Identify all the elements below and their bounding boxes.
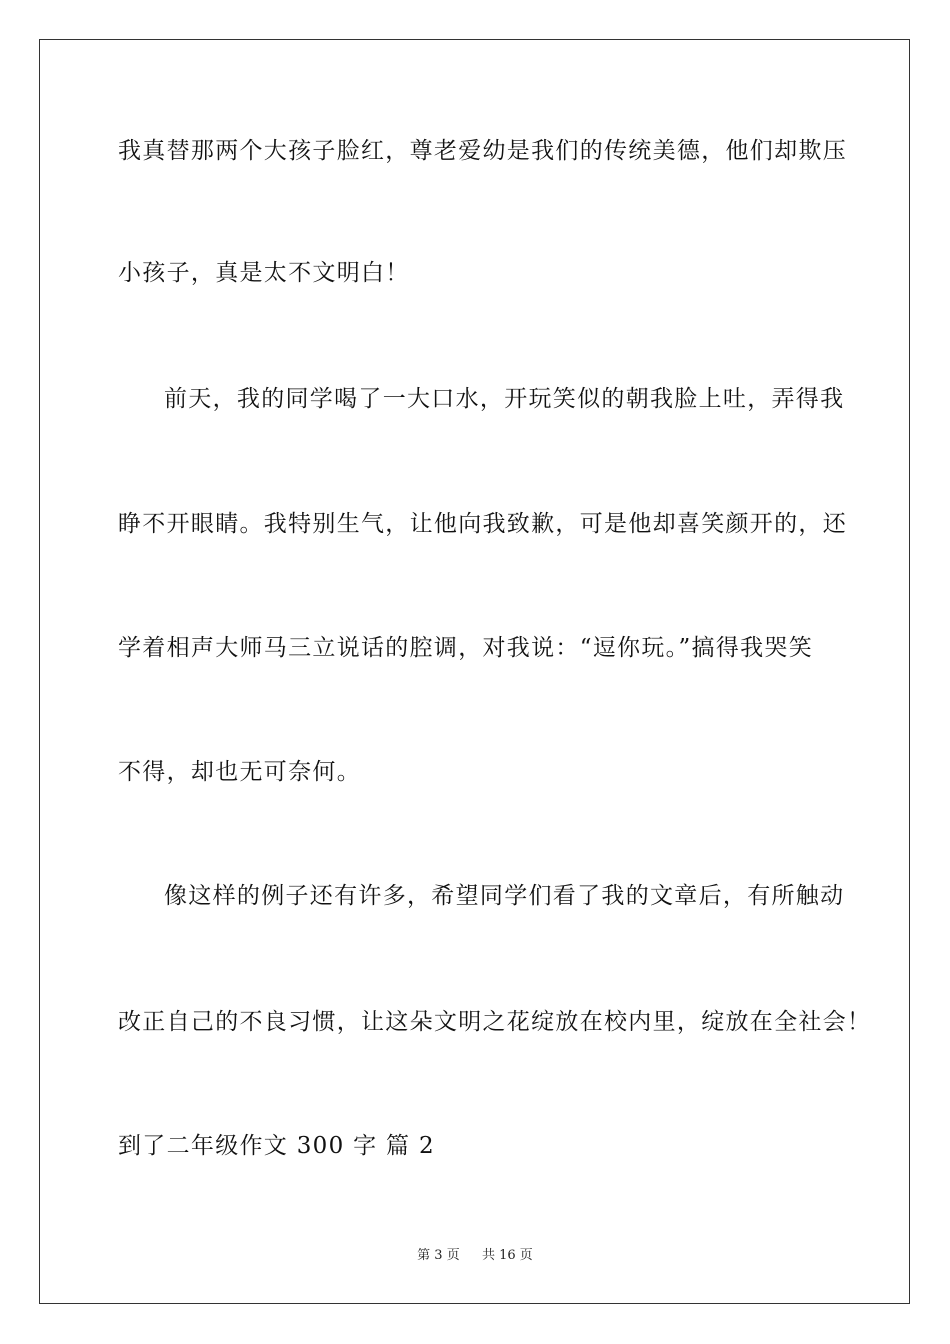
text-line-2: 小孩子，真是太不文明白！ bbox=[118, 260, 410, 286]
text-line-6: 不得，却也无可奈何。 bbox=[118, 759, 361, 785]
text-line-3: 前天，我的同学喝了一大口水，开玩笑似的朝我脸上吐，弄得我 bbox=[164, 386, 845, 412]
section-heading: 到了二年级作文 300 字 篇 2 bbox=[118, 1133, 435, 1159]
text-line-7: 像这样的例子还有许多，希望同学们看了我的文章后，有所触动 bbox=[164, 883, 845, 909]
text-line-8: 改正自己的不良习惯，让这朵文明之花绽放在校内里，绽放在全社会！ bbox=[118, 1009, 872, 1035]
page-footer bbox=[0, 1247, 950, 1265]
text-line-5: 学着相声大师马三立说话的腔调，对我说：“逗你玩。”搞得我哭笑 bbox=[118, 635, 814, 661]
text-line-4: 睁不开眼睛。我特别生气，让他向我致歉，可是他却喜笑颜开的，还 bbox=[118, 511, 847, 537]
page-total: 共 16 页 bbox=[482, 1248, 533, 1263]
page-number: 第 3 页 bbox=[417, 1248, 460, 1263]
text-line-1: 我真替那两个大孩子脸红，尊老爱幼是我们的传统美德，他们却欺压 bbox=[118, 138, 847, 164]
page-frame bbox=[39, 39, 910, 1304]
